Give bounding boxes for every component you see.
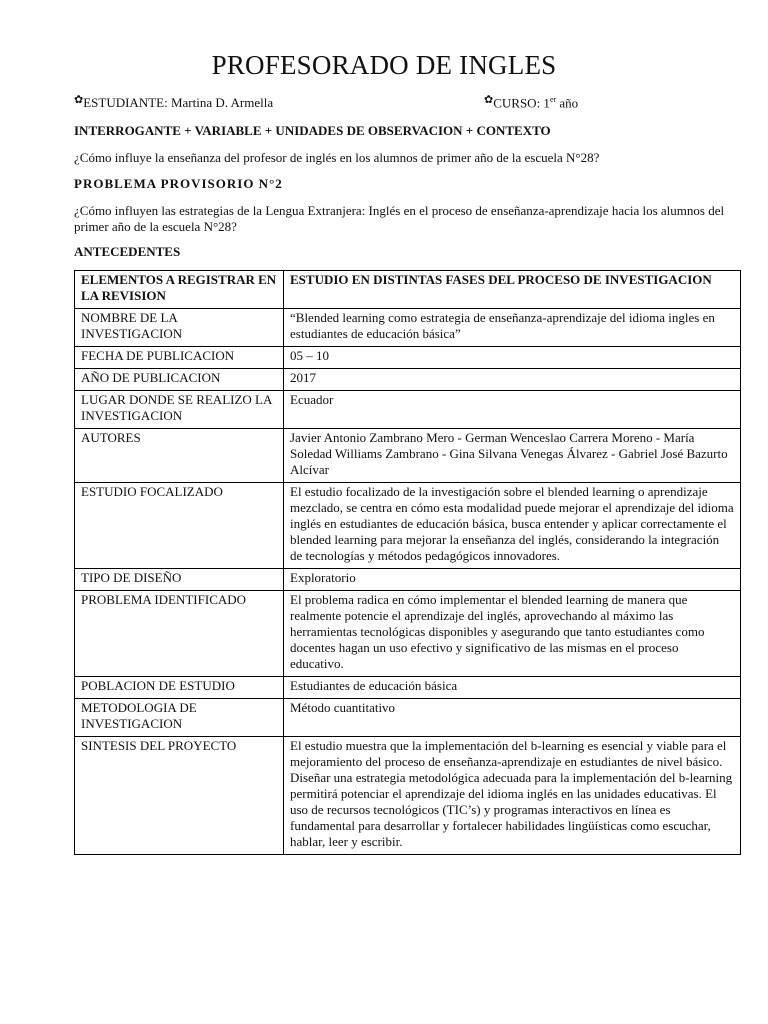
table-row — [75, 699, 741, 737]
row-value: Exploratorio — [284, 569, 741, 591]
row-label: LUGAR DONDE SE REALIZO LA INVESTIGACION — [75, 391, 284, 429]
antecedentes-table — [74, 270, 741, 855]
flower-icon: ✿ — [484, 94, 492, 106]
row-value: 05 – 10 — [284, 347, 741, 369]
table-header-cell: ELEMENTOS A REGISTRAR EN LA REVISION — [75, 271, 284, 309]
student-label: ESTUDIANTE: Martina D. Armella — [83, 95, 274, 110]
row-label: AUTORES — [75, 429, 284, 483]
row-label: ESTUDIO FOCALIZADO — [75, 483, 284, 569]
row-label: METODOLOGIA DE INVESTIGACION — [75, 699, 284, 737]
row-value: El estudio focalizado de la investigación sobre el blended learning o aprendizaje mezclado, se centra en cómo esta modalidad puede mejorar el aprendizaje del idioma inglés en estudiantes de educación básica, busca entender y aplicar correctamente el blended learning para mejorar la enseñanza del inglés, considerando la integración de tecnologías y métodos pedagógicos innovadores. — [284, 483, 741, 569]
section-heading-problema: PROBLEMA PROVISORIO N°2 — [74, 176, 283, 191]
page-title: PROFESORADO DE INGLES — [211, 50, 557, 80]
table-row — [75, 391, 741, 429]
row-label: NOMBRE DE LA INVESTIGACION — [75, 309, 284, 347]
row-value: Ecuador — [284, 391, 741, 429]
table-row — [75, 591, 741, 677]
table-row — [75, 369, 741, 391]
table-row — [75, 569, 741, 591]
row-label: AÑO DE PUBLICACION — [75, 369, 284, 391]
course-prefix: CURSO: 1 — [493, 95, 550, 111]
row-value: Estudiantes de educación básica — [284, 677, 741, 699]
course-suffix: año — [556, 95, 579, 111]
row-value: El problema radica en cómo implementar el blended learning de manera que realmente potencie el aprendizaje del inglés, aprovechando al máximo las herramientas tecnológicas disponibles y asegurando que tanto estudiantes como docentes hagan un uso efectivo y significativo de las mismas en el proceso educativo. — [284, 591, 741, 677]
flower-icon: ✿ — [74, 94, 82, 106]
table-row — [75, 309, 741, 347]
row-value: “Blended learning como estrategia de enseñanza-aprendizaje del idioma ingles en estudiantes de educación básica” — [284, 309, 741, 347]
row-label: SINTESIS DEL PROYECTO — [75, 737, 284, 855]
table-row — [75, 737, 741, 855]
section-heading-antecedentes: ANTECEDENTES — [74, 244, 181, 259]
row-label: PROBLEMA IDENTIFICADO — [75, 591, 284, 677]
question-paragraph: ¿Cómo influye la enseñanza del profesor de inglés en los alumnos de primer año de la escuela N°28? — [74, 150, 600, 165]
row-value: El estudio muestra que la implementación del b-learning es esencial y viable para el mejoramiento del proceso de enseñanza-aprendizaje en estudiantes de nivel básico. Diseñar una estrategia metodológica adecuada para la implementación del b-learning permitirá potenciar el aprendizaje del idioma inglés en las unidades educativas. El uso de recursos tecnológicos (TIC’s) y programas interactivos en línea es fundamental para desarrollar y fortalecer habilidades lingüísticas como escuchar, hablar, leer y escribir. — [284, 737, 741, 855]
problem-paragraph: ¿Cómo influyen las estrategias de la Lengua Extranjera: Inglés en el proceso de enseñanza-aprendizaje hacia los alumnos del primer año de la escuela N°28? — [74, 203, 725, 234]
table-row — [75, 677, 741, 699]
table-header-cell: ESTUDIO EN DISTINTAS FASES DEL PROCESO DE INVESTIGACION — [284, 271, 741, 309]
table-header-row — [75, 271, 741, 309]
table-row — [75, 347, 741, 369]
course-superscript: er — [549, 95, 557, 104]
course-field — [484, 95, 578, 111]
table-row — [75, 483, 741, 569]
section-heading-interrogante: INTERROGANTE + VARIABLE + UNIDADES DE OBSERVACION + CONTEXTO — [74, 123, 551, 138]
row-value: Javier Antonio Zambrano Mero - German Wenceslao Carrera Moreno - María Soledad Williams Zambrano - Gina Silvana Venegas Álvarez - Gabriel José Bazurto Alcívar — [284, 429, 741, 483]
table-row — [75, 429, 741, 483]
row-label: FECHA DE PUBLICACION — [75, 347, 284, 369]
row-label: TIPO DE DISEÑO — [75, 569, 284, 591]
row-label: POBLACION DE ESTUDIO — [75, 677, 284, 699]
student-field — [74, 95, 273, 111]
row-value: 2017 — [284, 369, 741, 391]
row-value: Método cuantitativo — [284, 699, 741, 737]
